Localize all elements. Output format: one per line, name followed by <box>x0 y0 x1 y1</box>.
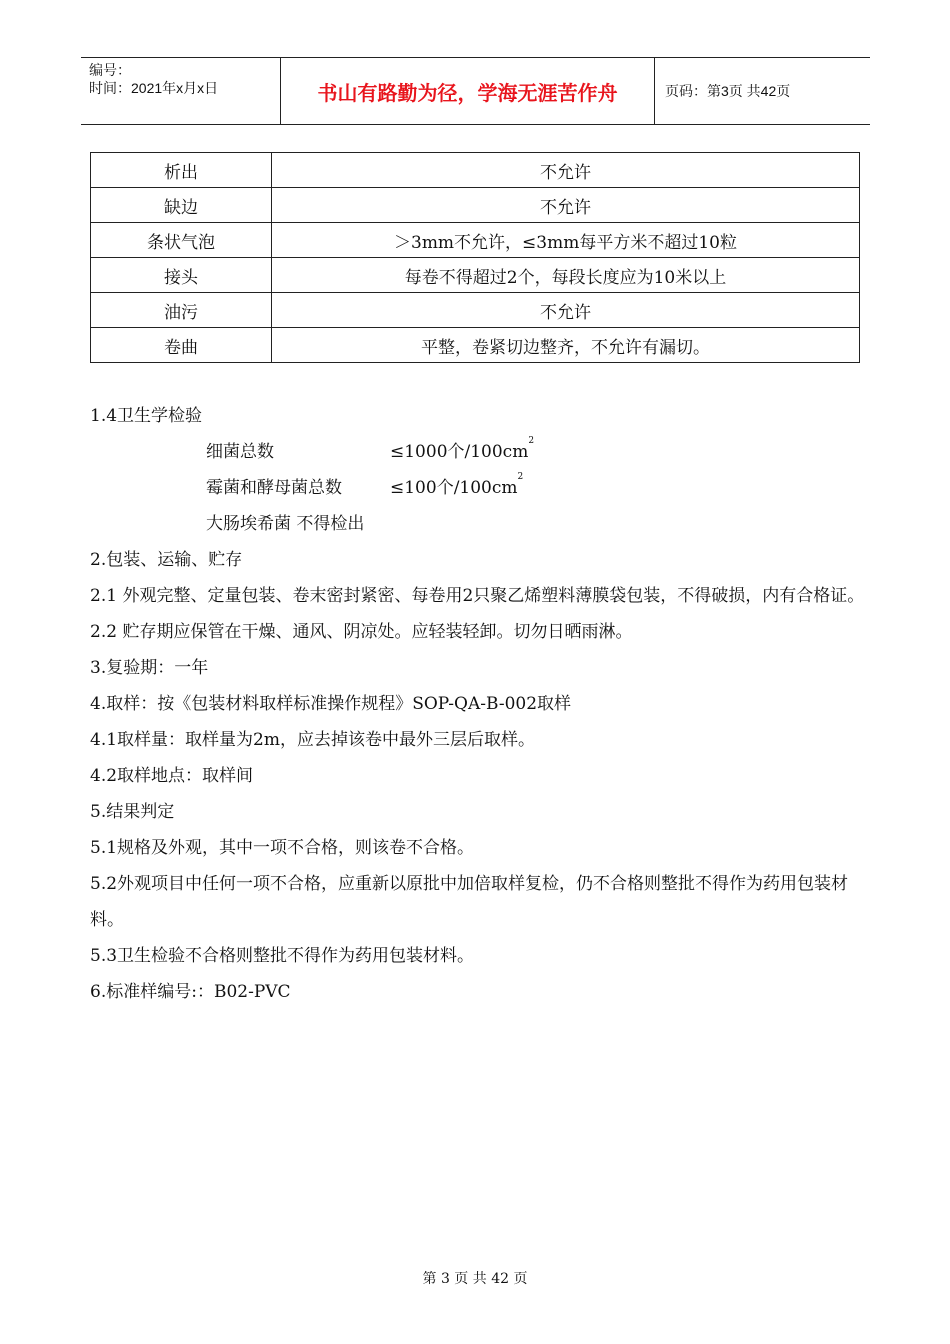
spec-item-cell: 析出 <box>91 153 272 188</box>
table-row <box>91 258 860 293</box>
superscript-2: 2 <box>517 472 524 482</box>
spec-requirement-cell: 不允许 <box>272 188 860 223</box>
section-2-2: 2.2 贮存期应保管在干燥、通风、阴凉处。应轻装轻卸。切勿日晒雨淋。 <box>90 622 633 642</box>
section-5-2: 5.2外观项目中任何一项不合格，应重新以原批中加倍取样复检，仍不合格则整批不得作为药用包装材料。 <box>90 874 849 930</box>
table-row <box>91 328 860 363</box>
spec-requirement-cell: ＞3mm不允许，≤3mm每平方米不超过10粒 <box>272 223 860 258</box>
document-date: 时间：2021年x月x日 <box>89 80 219 96</box>
spec-requirement-cell: 不允许 <box>272 293 860 328</box>
spec-requirement-cell: 每卷不得超过2个，每段长度应为10米以上 <box>272 258 860 293</box>
spec-item-cell: 卷曲 <box>91 328 272 363</box>
section-5-3: 5.3卫生检验不合格则整批不得作为药用包装材料。 <box>90 946 475 966</box>
section-1-4: 1.4卫生学检验 <box>90 406 203 426</box>
document-header <box>81 57 870 125</box>
superscript-2: 2 <box>528 436 535 446</box>
mold-value: ≤100个/100cm <box>390 478 518 498</box>
section-4-2: 4.2取样地点：取样间 <box>90 766 254 786</box>
mold-label: 霉菌和酵母菌总数 <box>206 478 342 498</box>
header-meta <box>81 58 281 124</box>
spec-item-cell: 条状气泡 <box>91 223 272 258</box>
table-row <box>91 293 860 328</box>
appearance-spec-table <box>90 152 860 363</box>
spec-requirement-cell: 不允许 <box>272 153 860 188</box>
section-6: 6.标准样编号:：B02-PVC <box>90 982 291 1002</box>
spec-requirement-cell: 平整，卷紧切边整齐，不允许有漏切。 <box>272 328 860 363</box>
table-row <box>91 188 860 223</box>
section-4-1: 4.1取样量：取样量为2m，应去掉该卷中最外三层后取样。 <box>90 730 535 750</box>
table-row <box>91 153 860 188</box>
table-row <box>91 223 860 258</box>
header-motto: 书山有路勤为径，学海无涯苦作舟 <box>281 58 655 124</box>
ecoli-line: 大肠埃希菌 不得检出 <box>206 514 365 534</box>
bacteria-line <box>90 434 865 470</box>
spec-item-cell: 接头 <box>91 258 272 293</box>
mold-line <box>90 470 865 506</box>
header-page-info: 页码：第3页 共42页 <box>665 83 791 99</box>
section-5-1: 5.1规格及外观，其中一项不合格，则该卷不合格。 <box>90 838 475 858</box>
document-body <box>90 398 865 1010</box>
section-4: 4.取样：按《包装材料取样标准操作规程》SOP-QA-B-002取样 <box>90 694 572 714</box>
page-footer: 第 3 页 共 42 页 <box>422 1271 528 1287</box>
section-2-1: 2.1 外观完整、定量包装、卷末密封紧密、每卷用2只聚乙烯塑料薄膜袋包装，不得破损，内有合格证。 <box>90 586 865 606</box>
bacteria-value: ≤1000个/100cm <box>390 442 529 462</box>
spec-item-cell: 油污 <box>91 293 272 328</box>
section-5: 5.结果判定 <box>90 802 175 822</box>
section-3: 3.复验期：一年 <box>90 658 209 678</box>
section-2: 2.包装、运输、贮存 <box>90 550 243 570</box>
spec-item-cell: 缺边 <box>91 188 272 223</box>
document-number: 编号： <box>89 62 131 78</box>
bacteria-label: 细菌总数 <box>206 442 274 462</box>
